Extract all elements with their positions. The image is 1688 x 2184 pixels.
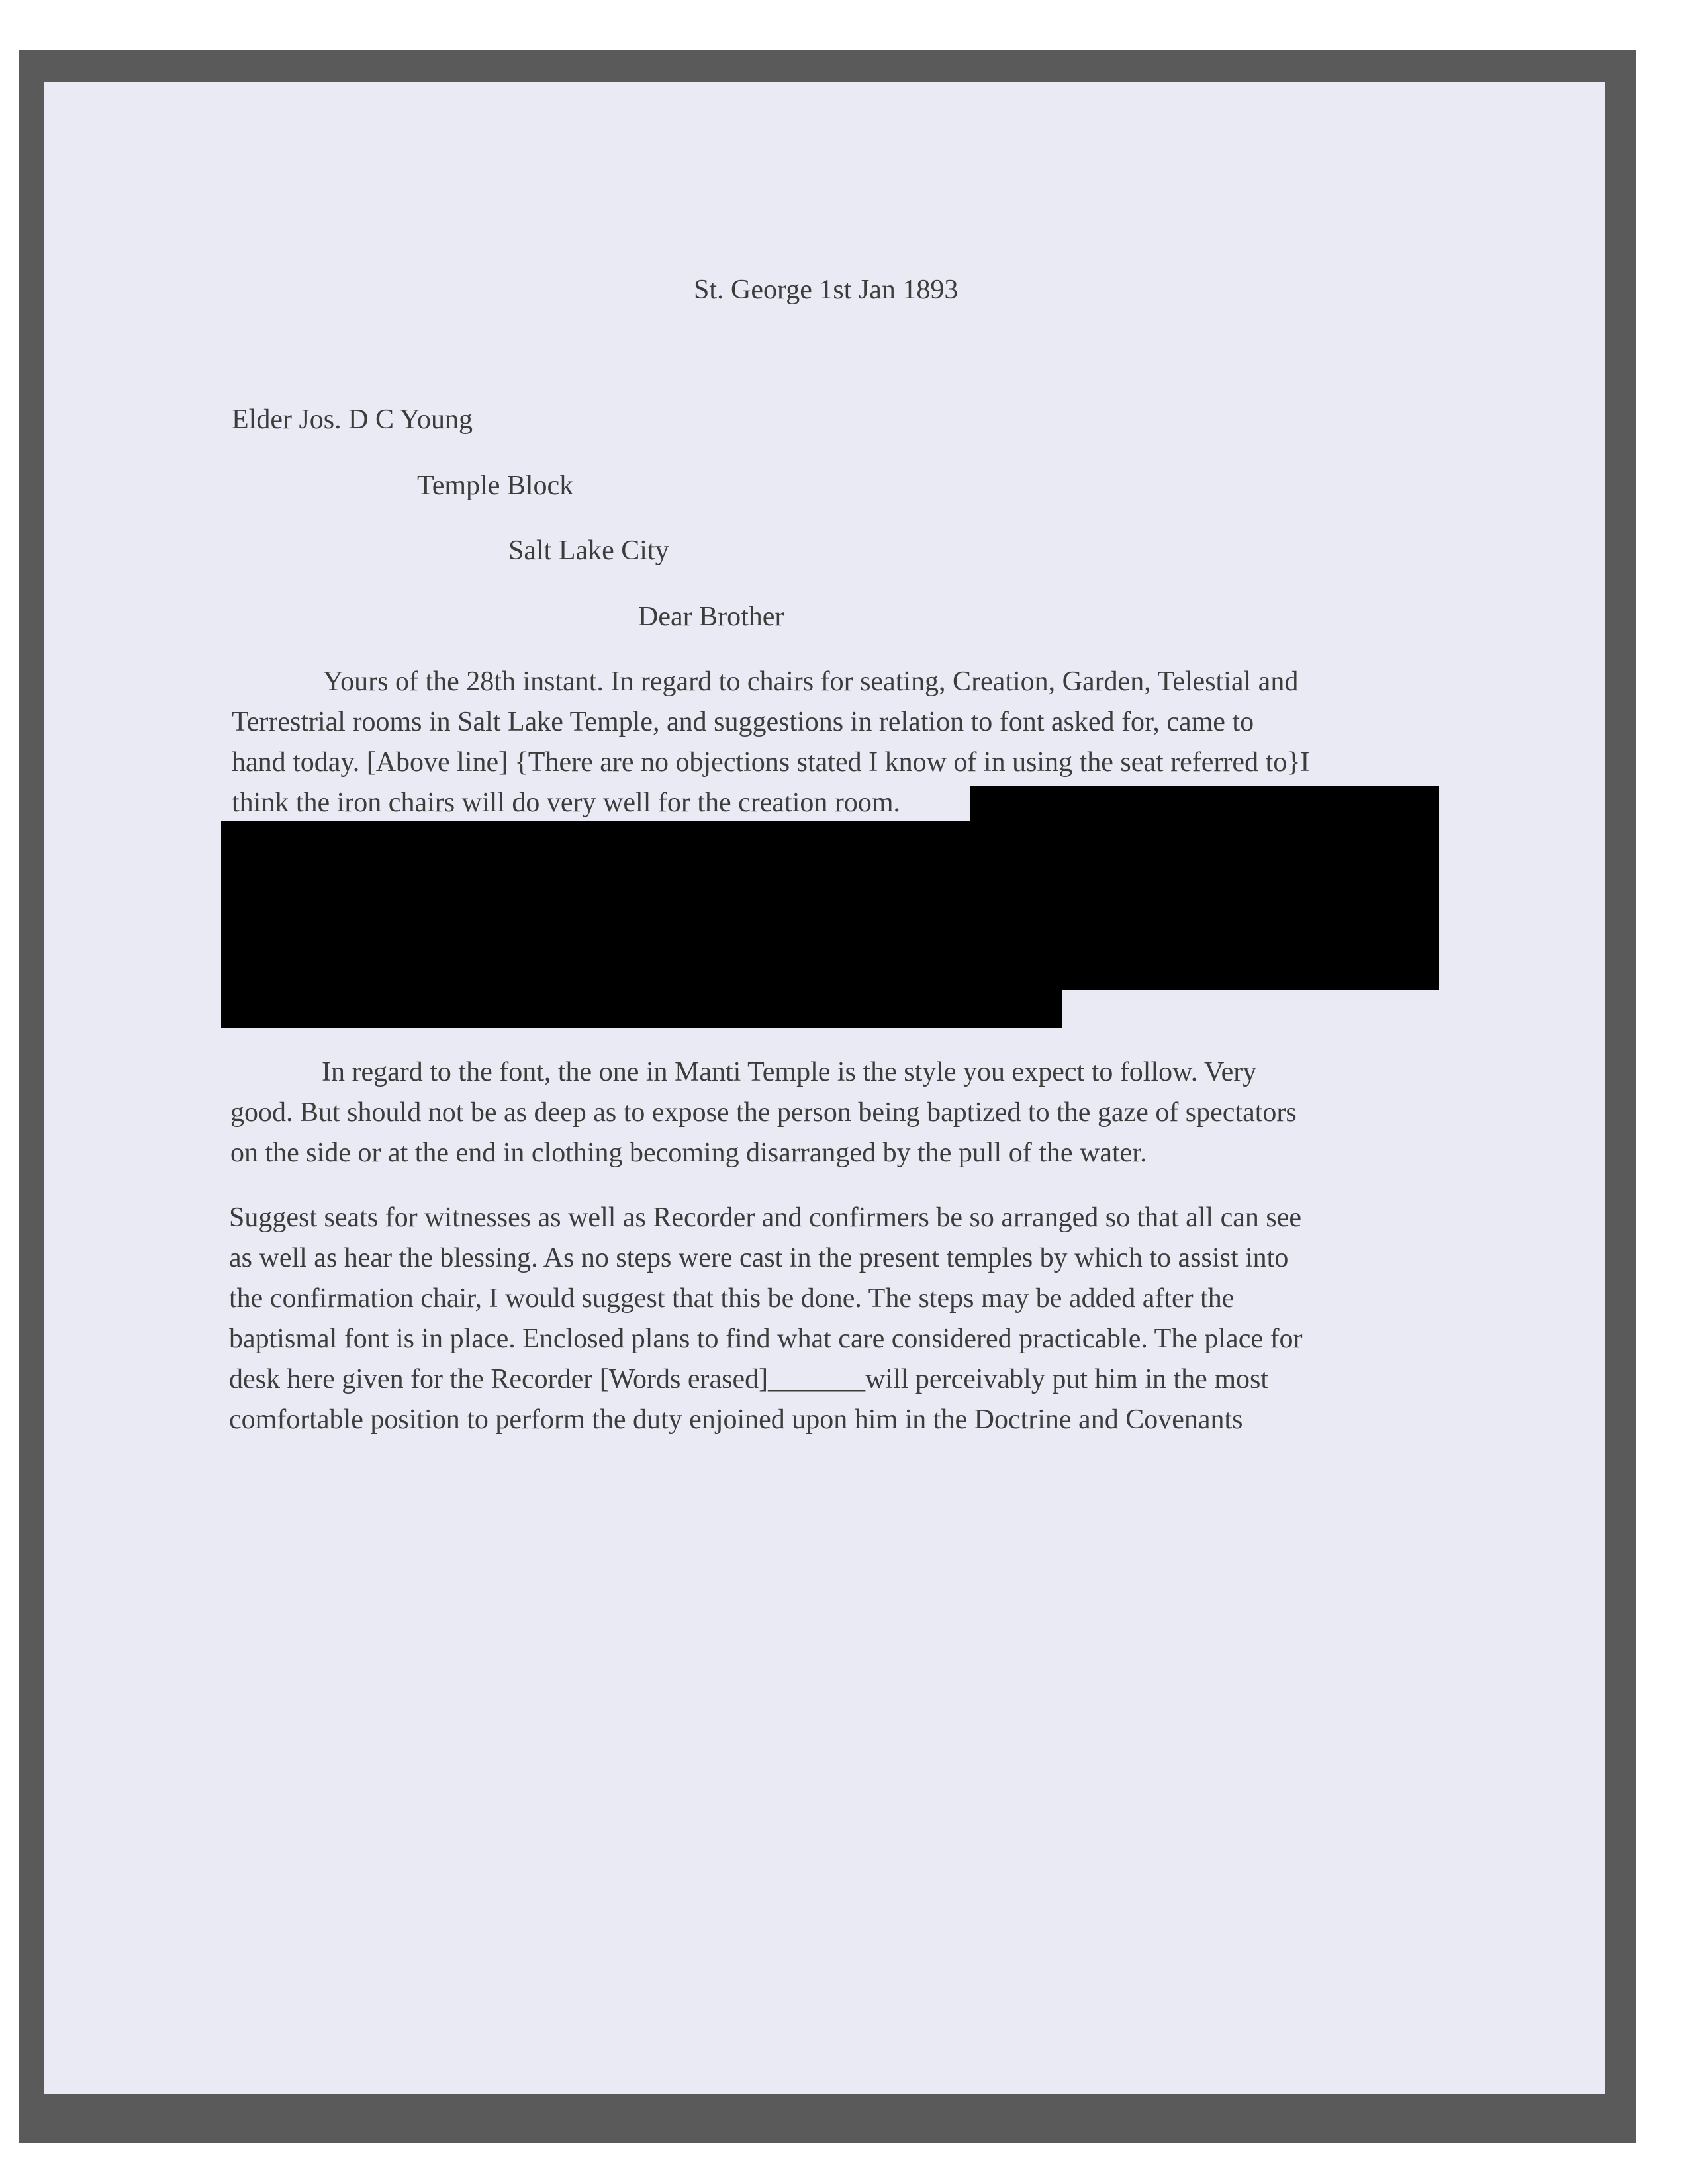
redaction-block <box>221 821 1439 990</box>
salutation: Dear Brother <box>638 602 784 632</box>
addressee-name: Elder Jos. D C Young <box>232 404 473 435</box>
paragraph-line: good. But should not be as deep as to expose the person being baptized to the gaze of spectators <box>230 1097 1297 1128</box>
paragraph-line: Yours of the 28th instant. In regard to chairs for seating, Creation, Garden, Telestial and <box>323 666 1299 697</box>
redaction-block <box>221 986 1062 1028</box>
paragraph-line: baptismal font is in place. Enclosed plans to find what care considered practicable. The place for <box>229 1324 1303 1354</box>
paragraph-line: think the iron chairs will do very well for the creation room. <box>232 788 901 818</box>
paragraph-line: on the side or at the end in clothing becoming disarranged by the pull of the water. <box>230 1138 1147 1168</box>
paragraph-line: as well as hear the blessing. As no steps were cast in the present temples by which to assist into <box>229 1243 1289 1273</box>
dateline: St. George 1st Jan 1893 <box>694 275 959 305</box>
addressee-street: Temple Block <box>417 471 574 501</box>
paragraph-line: In regard to the font, the one in Manti Temple is the style you expect to follow. Very <box>322 1057 1257 1087</box>
paragraph-line: comfortable position to perform the duty enjoined upon him in the Doctrine and Covenants <box>229 1404 1243 1435</box>
paragraph-line: desk here given for the Recorder [Words erased]_______will perceivably put him in the most <box>229 1364 1268 1394</box>
paragraph-line: the confirmation chair, I would suggest that this be done. The steps may be added after the <box>229 1283 1235 1314</box>
paragraph-line: Terrestrial rooms in Salt Lake Temple, and suggestions in relation to font asked for, came to <box>232 707 1254 737</box>
paragraph-line: Suggest seats for witnesses as well as Recorder and confirmers be so arranged so that all can see <box>229 1203 1301 1233</box>
paragraph-line: hand today. [Above line] {There are no objections stated I know of in using the seat referred to}I <box>232 747 1310 778</box>
addressee-city: Salt Lake City <box>508 535 669 566</box>
